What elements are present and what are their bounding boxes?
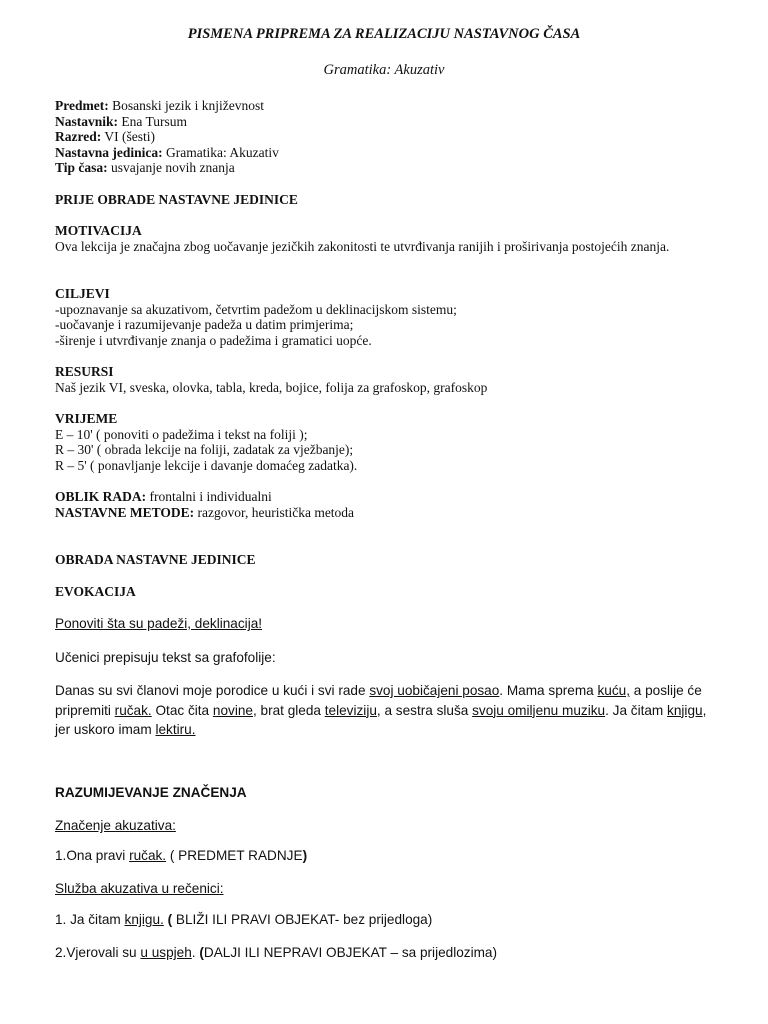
- ciljevi-item: -uočavanje i razumijevanje padeža u datim primjerima;: [55, 317, 354, 333]
- sluzba-label: Služba akuzativa u rečenici:: [55, 881, 224, 896]
- motivacija-text: Ova lekcija je značajna zbog uočavanje jezičkih zakonitosti te utvrđivanja ranijih i proširivanja postojećih znanja.: [55, 238, 670, 254]
- vrijeme-item: R – 30' ( obrada lekcije na foliji, zadatak za vježbanje);: [55, 442, 354, 458]
- ciljevi-item: -upoznavanje sa akuzativom, četvrtim padežom u deklinacijskom sistemu;: [55, 301, 457, 317]
- info-tip-casa: Tip časa: usvajanje novih znanja: [55, 160, 235, 176]
- example-2: 1. Ja čitam knjigu. ( BLIŽI ILI PRAVI OBJEKAT- bez prijedloga): [55, 912, 433, 927]
- ponoviti-text: Ponoviti šta su padeži, deklinacija!: [55, 616, 263, 631]
- motivacija-heading: MOTIVACIJA: [55, 223, 142, 238]
- oblik-rada: OBLIK RADA: frontalni i individualni: [55, 489, 272, 504]
- info-predmet: Predmet: Bosanski jezik i književnost: [55, 98, 264, 113]
- oblik-metode-section: [55, 489, 715, 520]
- obrada-heading: OBRADA NASTAVNE JEDINICE: [55, 552, 256, 567]
- info-nastavna-jedinica: Nastavna jedinica: Gramatika: Akuzativ: [55, 144, 279, 160]
- info-nastavnik: Nastavnik: Ena Tursum: [55, 113, 188, 129]
- resursi-section: [55, 364, 715, 395]
- ciljevi-heading: CILJEVI: [55, 286, 110, 301]
- example-3: 2.Vjerovali su u uspjeh. (DALJI ILI NEPRAVI OBJEKAT – sa prijedlozima): [55, 945, 498, 960]
- vrijeme-section: [55, 411, 715, 473]
- vrijeme-item: R – 5' ( ponavljanje lekcije i davanje domaćeg zadatka).: [55, 457, 358, 473]
- document-subtitle: Gramatika: Akuzativ: [323, 62, 445, 78]
- info-razred: Razred: VI (šesti): [55, 129, 155, 145]
- document-title: PISMENA PRIPREMA ZA REALIZACIJU NASTAVNOG ČASA: [187, 26, 581, 42]
- prije-heading: PRIJE OBRADE NASTAVNE JEDINICE: [55, 192, 298, 207]
- ciljevi-section: [55, 286, 715, 348]
- nastavne-metode: NASTAVNE METODE: razgovor, heuristička metoda: [55, 504, 355, 520]
- info-block: [55, 98, 715, 176]
- resursi-heading: RESURSI: [55, 364, 114, 379]
- example-1: 1.Ona pravi ručak. ( PREDMET RADNJE): [55, 848, 308, 863]
- resursi-text: Naš jezik VI, sveska, olovka, tabla, kreda, bojice, folija za grafoskop, grafoskop: [55, 379, 488, 395]
- razumijevanje-heading: RAZUMIJEVANJE ZNAČENJA: [55, 785, 247, 800]
- vrijeme-item: E – 10' ( ponoviti o padežima i tekst na foliji );: [55, 426, 308, 442]
- vrijeme-heading: VRIJEME: [55, 411, 118, 426]
- motivacija-section: [55, 223, 715, 254]
- prepisuju-text: Učenici prepisuju tekst sa grafofolije:: [55, 650, 276, 665]
- znacenje-label: Značenje akuzativa:: [55, 818, 176, 833]
- evokacija-heading: EVOKACIJA: [55, 584, 136, 599]
- story-paragraph: Danas su svi članovi moje porodice u kući i svi rade svoj uobičajeni posao. Mama sprema kuću, a poslije će pripremiti ručak. Otac čita novine, brat gleda televiziju, a sestra sluša svoju omiljenu muziku. Ja čitam knjigu, jer uskoro imam lektiru.: [55, 683, 707, 737]
- ciljevi-item: -širenje i utvrđivanje znanja o padežima i gramatici uopće.: [55, 332, 372, 348]
